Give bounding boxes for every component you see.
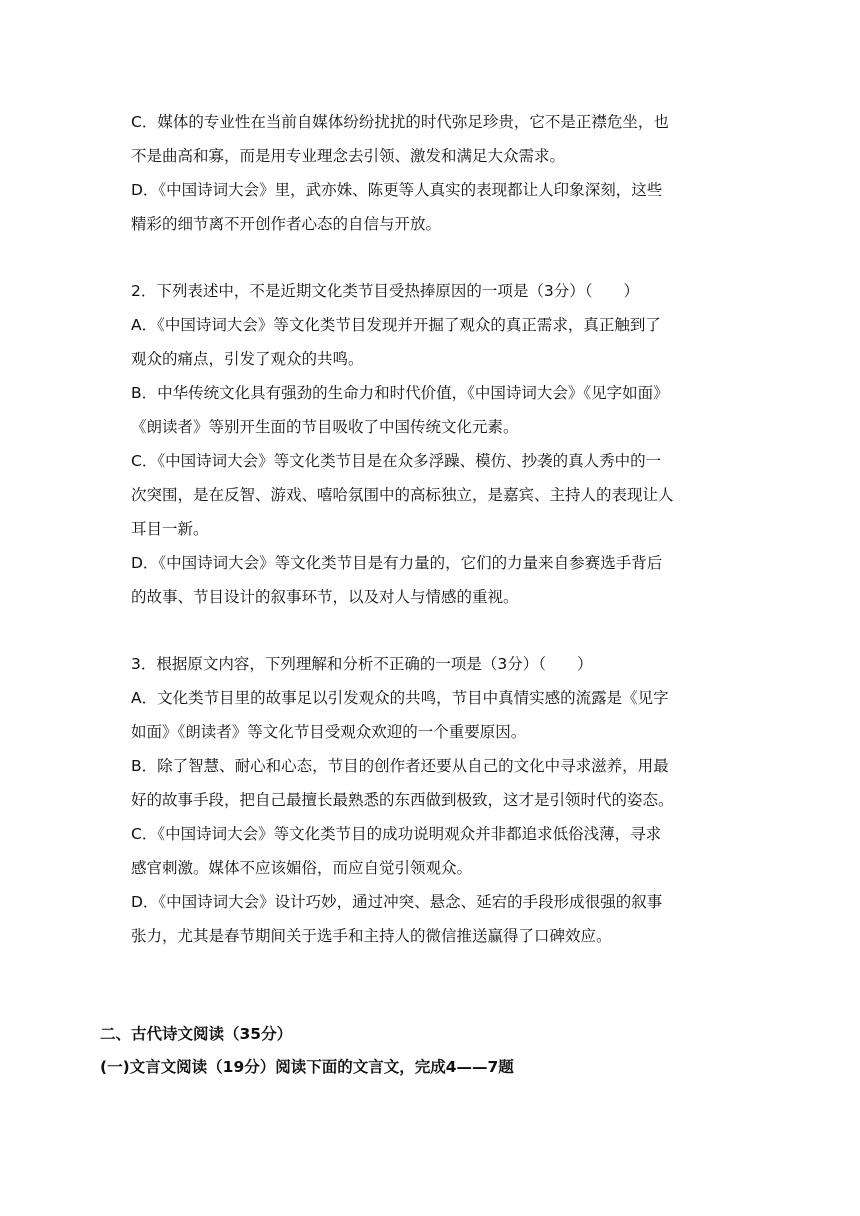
q3-option-a-line-2: 如面》《朗读者》等文化节目受观众欢迎的一个重要原因。	[131, 723, 527, 741]
q3-stem: 3．根据原文内容，下列理解和分析不正确的一项是（3分）（ ）	[131, 655, 593, 673]
q2-option-d-line-1: D．《中国诗词大会》等文化类节目是有力量的，它们的力量来自参赛选手背后	[131, 554, 663, 572]
q2-stem: 2．下列表述中，不是近期文化类节目受热捧原因的一项是（3分）（ ）	[131, 282, 639, 300]
q2-option-d-line-2: 的故事、节目设计的叙事环节，以及对人与情感的重视。	[131, 588, 519, 606]
q2-option-c-line-1: C．《中国诗词大会》等文化类节目是在众多浮躁、模仿、抄袭的真人秀中的一	[131, 452, 662, 470]
q3-option-a-line-1: A．文化类节目里的故事足以引发观众的共鸣，节目中真情实感的流露是《见字	[131, 689, 669, 707]
q3-option-d-line-1: D．《中国诗词大会》设计巧妙，通过冲突、悬念、延宕的手段形成很强的叙事	[131, 893, 663, 911]
section-heading: 二、古代诗文阅读（35分）	[100, 1025, 293, 1043]
q3-option-b-line-1: B．除了智慧、耐心和心态，节目的创作者还要从自己的文化中寻求滋养，用最	[131, 757, 669, 775]
q3-option-c-line-2: 感官刺激。媒体不应该媚俗，而应自觉引领观众。	[131, 859, 473, 877]
q2-option-c-line-3: 耳目一新。	[131, 520, 209, 538]
q3-option-b-line-2: 好的故事手段，把自己最擅长最熟悉的东西做到极致，这才是引领时代的姿态。	[131, 791, 674, 809]
q1-option-d-line-1: D．《中国诗词大会》里，武亦姝、陈更等人真实的表现都让人印象深刻，这些	[131, 181, 663, 199]
q2-option-c-line-2: 次突围，是在反智、游戏、嘻哈氛围中的高标独立，是嘉宾、主持人的表现让人	[131, 486, 674, 504]
section-subheading: (一)文言文阅读（19分）阅读下面的文言文，完成4——7题	[100, 1058, 514, 1076]
q2-option-a-line-2: 观众的痛点，引发了观众的共鸣。	[131, 350, 364, 368]
q2-option-b-line-1: B．中华传统文化具有强劲的生命力和时代价值，《中国诗词大会》《见字如面》	[131, 384, 669, 402]
q3-option-c-line-1: C．《中国诗词大会》等文化类节目的成功说明观众并非都追求低俗浅薄，寻求	[131, 825, 662, 843]
q1-option-c-line-1: C．媒体的专业性在当前自媒体纷纷扰扰的时代弥足珍贵，它不是正襟危坐，也	[131, 113, 669, 131]
q1-option-d-line-2: 精彩的细节离不开创作者心态的自信与开放。	[131, 215, 442, 233]
q2-option-a-line-1: A．《中国诗词大会》等文化类节目发现并开掘了观众的真正需求，真正触到了	[131, 316, 661, 334]
q1-option-c-line-2: 不是曲高和寡，而是用专业理念去引领、激发和满足大众需求。	[131, 147, 566, 165]
q2-option-b-line-2: 《朗读者》等别开生面的节目吸收了中国传统文化元素。	[131, 418, 519, 436]
q3-option-d-line-2: 张力，尤其是春节期间关于选手和主持人的微信推送赢得了口碑效应。	[131, 927, 612, 945]
